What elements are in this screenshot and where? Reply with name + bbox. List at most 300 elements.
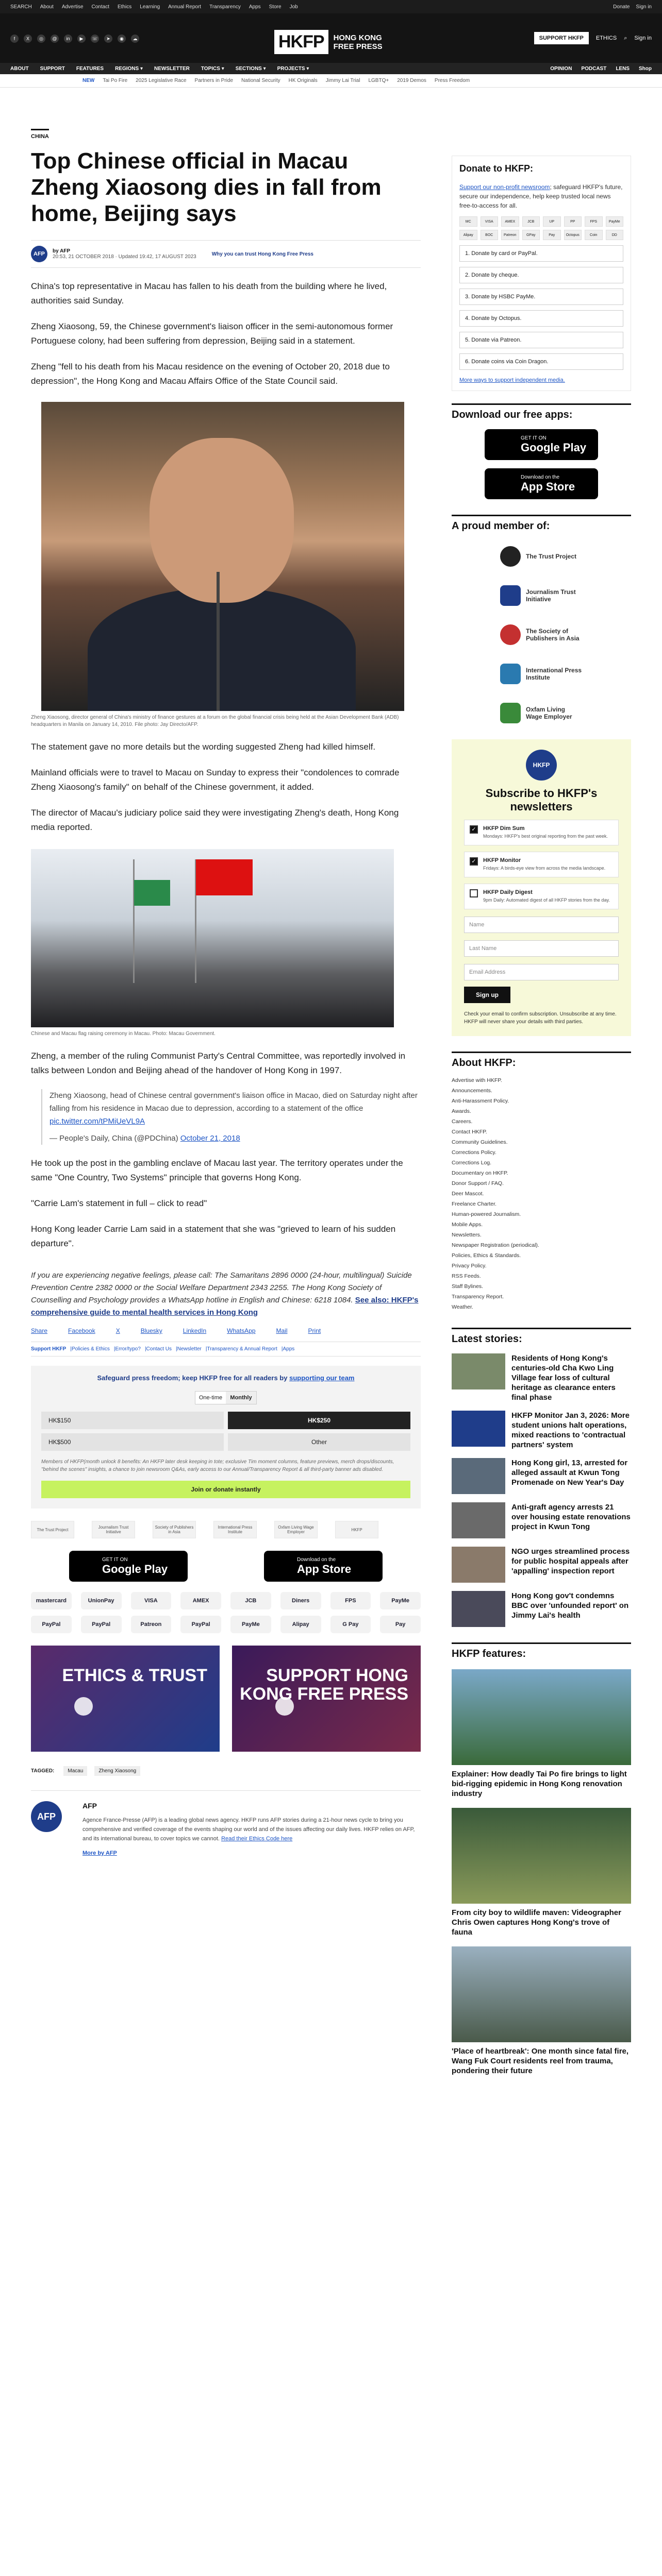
donate-option[interactable]: 5. Donate via Patreon.	[459, 332, 623, 348]
first-name-input[interactable]: Name	[464, 917, 619, 933]
feature-title[interactable]: Explainer: How deadly Tai Po fire brings to light bid-rigging epidemic in Hong Kong renovation industry	[452, 1770, 627, 1798]
linkedin-icon[interactable]: in	[64, 35, 72, 43]
support-hkfp-button[interactable]: SUPPORT HKFP	[534, 32, 589, 44]
card-logo: UP	[543, 216, 561, 227]
google-play-button[interactable]	[69, 1551, 188, 1582]
card-logo: FPS	[585, 216, 603, 227]
jti-icon	[500, 585, 521, 606]
byline-author[interactable]: by AFP	[53, 248, 71, 254]
author-bio-text: Agence France-Presse (AFP) is a leading global news agency. HKFP runs AFP stories during a 21-hour news cycle to bring you comprehensive and verified coverage of the events shaping our world and of the issues affecting our daily lives. HKFP relies on AFP, and its international bureau, to cover topics we cannot.	[82, 1817, 415, 1842]
article-photo-zheng	[41, 402, 404, 711]
article-photo-flags	[31, 849, 394, 1027]
search-icon[interactable]: ⌕	[624, 35, 627, 41]
newsletter-option[interactable]	[464, 820, 619, 845]
about-link[interactable]: Anti-Harassment Policy.	[452, 1098, 509, 1104]
top-utility-bar	[0, 0, 662, 13]
article-paragraph: Mainland officials were to travel to Macau on Sunday to express their "condolences to comrade Zheng Xiaosong's family" on behalf of the Chinese government, it added.	[31, 768, 400, 792]
about-link[interactable]: Announcements.	[452, 1088, 492, 1094]
payment-methods	[31, 1592, 421, 1633]
site-logo[interactable]	[274, 30, 383, 54]
nav-item-newsletter[interactable]: NEWSLETTER	[154, 65, 190, 72]
main-nav	[0, 63, 662, 74]
main-nav-right	[541, 66, 652, 72]
story-title[interactable]: Hong Kong gov't condemns BBC over 'unfounded report' on Jimmy Lai's health	[511, 1591, 629, 1620]
top-link[interactable]: Store	[269, 4, 282, 10]
helpline-note	[31, 1269, 421, 1319]
card-logo: Coin	[585, 230, 603, 240]
donate-heading-text: Safeguard press freedom; keep HKFP free for all readers by	[97, 1374, 290, 1382]
nav-item-regions[interactable]: REGIONS ▾	[115, 65, 143, 72]
facebook-icon[interactable]: f	[10, 35, 19, 43]
email-input[interactable]: Email Address	[464, 964, 619, 980]
feature-title[interactable]: 'Place of heartbreak': One month since fatal fire, Wang Fuk Court residents reel from trauma, pondering their future	[452, 2047, 629, 2075]
checkbox-icon[interactable]	[470, 889, 478, 897]
byline	[31, 240, 421, 268]
about-list	[452, 1075, 631, 1312]
trust-link[interactable]: Why you can trust Hong Kong Free Press	[211, 251, 313, 257]
newsletter-option[interactable]	[464, 852, 619, 877]
signin-button[interactable]: Sign in	[634, 35, 652, 41]
article-category[interactable]: CHINA	[31, 129, 49, 140]
members-title: A proud member of:	[452, 515, 631, 532]
logo-mark: HKFP	[274, 30, 328, 54]
share-whatsapp[interactable]: WhatsApp	[227, 1327, 256, 1334]
member-name: The Society of Publishers in Asia	[526, 628, 580, 642]
sidebar-donate	[452, 156, 631, 391]
app-store-buttons	[31, 1551, 421, 1582]
card-logo: JCB	[522, 216, 540, 227]
payment-logo: PayMe	[230, 1616, 271, 1633]
top-link[interactable]: Learning	[140, 4, 160, 10]
about-link[interactable]: Careers.	[452, 1118, 473, 1125]
option-desc: 9pm Daily: Automated digest of all HKFP stories from the day.	[483, 897, 610, 903]
about-title: About HKFP:	[452, 1052, 631, 1069]
nav-item-podcast[interactable]: PODCAST	[581, 65, 607, 72]
byline-dates: 20:53, 21 OCTOBER 2018 · Updated 19:42, 17 AUGUST 2023	[53, 254, 196, 260]
latest-story[interactable]	[452, 1353, 631, 1402]
about-link[interactable]: Awards.	[452, 1108, 471, 1114]
newsletter-fineprint: Check your email to confirm subscription. Unsubscribe at any time. HKFP will never share your details with third parties.	[464, 1011, 617, 1025]
telegram-icon[interactable]: ➤	[104, 35, 112, 43]
trending-link[interactable]: LGBTQ+	[368, 78, 389, 83]
hkfp-logo-icon: HKFP	[526, 750, 557, 781]
member-logo[interactable]	[500, 698, 583, 728]
about-link[interactable]: Newspaper Registration (periodical).	[452, 1242, 539, 1248]
whatsapp-icon[interactable]: ☏	[91, 35, 99, 43]
story-title[interactable]: HKFP Monitor Jan 3, 2026: More student unions halt operations, mixed reactions to 'contractual partners' system	[511, 1411, 630, 1449]
article	[31, 88, 421, 2076]
article-title: Top Chinese official in Macau Zheng Xiaosong dies in fall from home, Beijing says	[31, 148, 382, 226]
sidebar-latest	[452, 1328, 631, 1627]
photo-caption: Zheng Xiaosong, director general of China's ministry of finance gestures at a forum on the global financial crisis being held at the Asian Development Bank (ADB) headquarters in Manila on January 14, 2010. File photo: Jay Directo/AFP.	[31, 715, 399, 727]
story-thumbnail[interactable]	[452, 1547, 505, 1583]
latest-story[interactable]	[452, 1411, 631, 1450]
badge-logo[interactable]: Society of Publishers in Asia	[153, 1521, 196, 1538]
sidebar-features	[452, 1642, 631, 2076]
about-link[interactable]: Community Guidelines.	[452, 1139, 508, 1145]
story-thumbnail[interactable]	[452, 1591, 505, 1627]
signup-button[interactable]: Sign up	[464, 987, 510, 1003]
top-link[interactable]: Ethics	[117, 4, 132, 10]
feature-story[interactable]	[452, 1946, 631, 2076]
play-icon[interactable]	[74, 1697, 93, 1716]
badge-logo[interactable]: Oxfam Living Wage Employer	[274, 1521, 318, 1538]
latest-story[interactable]	[452, 1547, 631, 1583]
story-thumbnail[interactable]	[452, 1411, 505, 1447]
payment-logo: PayPal	[31, 1616, 72, 1633]
ethics-code-link[interactable]: Read their Ethics Code here	[221, 1836, 293, 1842]
store-small: Download on the	[521, 474, 560, 480]
donate-option[interactable]: 2. Donate by cheque.	[459, 267, 623, 283]
payment-logo: VISA	[131, 1592, 172, 1609]
about-link[interactable]: Corrections Policy.	[452, 1149, 496, 1156]
footer-link[interactable]: Newsletter	[177, 1346, 202, 1352]
story-thumbnail[interactable]	[452, 1458, 505, 1494]
about-link[interactable]: Policies, Ethics & Standards.	[452, 1252, 521, 1259]
top-link[interactable]: Job	[289, 4, 298, 10]
nonprofit-link[interactable]: Support our non-profit newsroom	[459, 183, 550, 191]
donate-option[interactable]: 1. Donate by card or PayPal.	[459, 245, 623, 262]
trending-link[interactable]: 2025 Legislative Race	[136, 78, 187, 83]
youtube-icon[interactable]: ▶	[77, 35, 86, 43]
feature-title[interactable]: From city boy to wildlife maven: Videographer Chris Owen captures Hong Kong's trove of fauna	[452, 1908, 621, 1937]
article-paragraph: China's top representative in Macau has fallen to his death from the building where he lived, authorities said Sunday.	[31, 281, 387, 306]
tab-monthly[interactable]: Monthly	[226, 1392, 256, 1404]
feature-image[interactable]	[452, 1669, 631, 1765]
checkbox-checked-icon[interactable]: ✓	[470, 825, 478, 834]
amount-option[interactable]: HK$500	[41, 1433, 224, 1451]
card-logo: Octopus	[564, 230, 582, 240]
donate-option[interactable]: 3. Donate by HSBC PayMe.	[459, 289, 623, 305]
embedded-tweet	[41, 1089, 421, 1145]
trending-link[interactable]: 2019 Demos	[397, 78, 426, 83]
sidebar-apps	[452, 403, 631, 499]
last-name-input[interactable]: Last Name	[464, 940, 619, 957]
member-name: International Press Institute	[526, 667, 582, 681]
footer-link[interactable]: Support HKFP	[31, 1346, 67, 1352]
sopa-icon	[500, 624, 521, 645]
newsletter-signup	[452, 739, 631, 1036]
card-logo: Alipay	[459, 230, 477, 240]
article-paragraph: The statement gave no more details but the wording suggested Zheng had killed himself.	[31, 742, 376, 752]
member-name: Oxfam Living Wage Employer	[526, 706, 572, 720]
about-link[interactable]: Privacy Policy.	[452, 1263, 487, 1269]
about-link[interactable]: Advertise with HKFP.	[452, 1077, 502, 1083]
membership-benefits: Members of HKFP(month unlock 8 benefits: An HKFP later desk keeping in tote; exclusive Tim moment columns, feature previews, merch drops/discounts, "behind the scenes" insights, a chance to join newsroom Q&As, early access to our Annual/Transparency Report & all third-party banner ads disabled.	[41, 1459, 394, 1472]
about-link[interactable]: Corrections Log.	[452, 1160, 492, 1166]
amount-option-other[interactable]: Other	[228, 1433, 410, 1451]
trending-link[interactable]: Partners in Pride	[194, 78, 234, 83]
footer-link[interactable]: Contact Us	[146, 1346, 172, 1352]
badge-logo[interactable]: Journalism Trust Initiative	[92, 1521, 135, 1538]
payment-logo: PayPal	[180, 1616, 221, 1633]
top-link[interactable]: About	[40, 4, 54, 10]
article-paragraph: Hong Kong leader Carrie Lam said in a statement that she was "grieved to learn of his sudden departure".	[31, 1224, 396, 1248]
card-logo: GPay	[522, 230, 540, 240]
sidebar-about	[452, 1052, 631, 1312]
nav-item-opinion[interactable]: OPINION	[550, 65, 572, 72]
about-link[interactable]: Human-powered Journalism.	[452, 1211, 521, 1217]
ipi-icon	[500, 664, 521, 684]
about-link[interactable]: Weather.	[452, 1304, 473, 1310]
badge-logo[interactable]: International Press Institute	[213, 1521, 257, 1538]
frequency-tabs	[195, 1391, 257, 1404]
share-label: Share	[31, 1327, 48, 1334]
byline-text	[53, 248, 196, 260]
card-logo: Patreon	[501, 230, 519, 240]
feature-image[interactable]	[452, 1946, 631, 2042]
new-badge: NEW	[82, 78, 95, 83]
article-paragraph: Zheng Xiaosong, 59, the Chinese government's liaison officer in the semi-autonomous former Portuguese colony, had been suffering from depression, Beijing said in a statement.	[31, 321, 393, 346]
main-nav-left	[10, 66, 320, 72]
author-body	[82, 1801, 421, 1858]
member-name: Journalism Trust Initiative	[526, 588, 576, 603]
about-link[interactable]: Mobile Apps.	[452, 1222, 483, 1228]
flag-shape	[134, 880, 170, 906]
donate-intro-text: ; safeguard HKFP's future, secure our independence, help keep trusted local news free-to-access for all.	[459, 183, 623, 209]
top-link[interactable]: Annual Report	[168, 4, 202, 10]
option-name: HKFP Daily Digest	[483, 889, 533, 895]
article-paragraph: Zheng, a member of the ruling Communist Party's Central Committee, was reportedly involved in talks between London and Beijing ahead of the handover of Hong Kong in 1997.	[31, 1051, 406, 1075]
member-logo[interactable]	[500, 620, 583, 650]
payment-logo: Pay	[380, 1616, 421, 1633]
payment-logo: UnionPay	[81, 1592, 122, 1609]
trending-link[interactable]: Jimmy Lai Trial	[325, 78, 360, 83]
share-x[interactable]: X	[115, 1327, 120, 1334]
rss-icon[interactable]: ◉	[118, 35, 126, 43]
logo-line: HONG KONG	[333, 33, 382, 42]
top-link[interactable]: Advertise	[61, 4, 84, 10]
tag-link[interactable]: Macau	[63, 1766, 87, 1776]
top-link[interactable]: Transparency	[209, 4, 241, 10]
trust-project-icon	[500, 546, 521, 567]
payment-logo: Patreon	[131, 1616, 172, 1633]
donate-heading	[41, 1374, 410, 1382]
flag-pole	[133, 859, 135, 983]
payment-logo: G Pay	[330, 1616, 371, 1633]
promo-ethics[interactable]	[31, 1646, 220, 1752]
story-title[interactable]: Anti-graft agency arrests 21 over housing estate renovations project in Kwun Tong	[511, 1503, 631, 1531]
about-link[interactable]: Staff Bylines.	[452, 1283, 484, 1290]
store-big: App Store	[521, 480, 575, 493]
share-facebook[interactable]: Facebook	[68, 1327, 95, 1334]
about-link[interactable]: Documentary on HKFP.	[452, 1170, 508, 1176]
member-name: The Trust Project	[526, 553, 577, 560]
card-logo: DD	[606, 230, 624, 240]
store-big: Google Play	[102, 1562, 168, 1575]
card-logo: AMEX	[501, 216, 519, 227]
footer-link[interactable]: Error/typo?	[115, 1346, 141, 1352]
latest-story[interactable]	[452, 1591, 631, 1627]
author-bio	[82, 1816, 421, 1843]
feature-story[interactable]	[452, 1808, 631, 1937]
app-store-button[interactable]	[485, 468, 598, 499]
badge-logo[interactable]: The Trust Project	[31, 1521, 74, 1538]
support-team-link[interactable]: supporting our team	[289, 1374, 355, 1382]
trending-link[interactable]: HK Originals	[288, 78, 318, 83]
share-bar	[31, 1327, 421, 1334]
card-logo: MC	[459, 216, 477, 227]
payment-logo: Diners	[280, 1592, 321, 1609]
tweet-body: Zheng Xiaosong, head of Chinese central government's liaison office in Macao, died on Saturday night after falling from his residence in Macao due to depression, according to a statement of the office	[49, 1091, 418, 1113]
nav-item-sections[interactable]: SECTIONS ▾	[235, 65, 266, 72]
more-by-author-link[interactable]: More by AFP	[82, 1850, 117, 1856]
article-footer-links: Support HKFP | Policies & Ethics | Error/typo? | Contact Us | Newsletter | Transparency & Annual Report | Apps	[31, 1342, 421, 1357]
more-ways-link[interactable]: More ways to support independent media.	[459, 377, 565, 383]
nav-item-shop[interactable]: Shop	[639, 65, 652, 72]
story-thumbnail[interactable]	[452, 1353, 505, 1389]
payment-logo: mastercard	[31, 1592, 72, 1609]
card-logo: PayMe	[606, 216, 624, 227]
store-small: Download on the	[297, 1556, 336, 1563]
social-icons	[10, 33, 144, 43]
signin-link[interactable]: Sign in	[636, 4, 652, 10]
top-link[interactable]: SEARCH	[10, 4, 32, 10]
story-title[interactable]: Hong Kong girl, 13, arrested for alleged assault at Kwun Tong Promenade on New Year's Day	[511, 1459, 628, 1487]
share-bluesky[interactable]: Bluesky	[140, 1327, 162, 1334]
sidebar-donate-intro	[459, 182, 623, 210]
footer-link[interactable]: Apps	[283, 1346, 295, 1352]
donate-link[interactable]: Donate	[613, 4, 630, 10]
threads-icon[interactable]: @	[51, 35, 59, 43]
trending-link[interactable]: Tai Po Fire	[103, 78, 128, 83]
latest-story[interactable]	[452, 1458, 631, 1494]
tweet-link[interactable]: pic.twitter.com/tPMiUeVL9A	[49, 1117, 145, 1126]
logo-line: FREE PRESS	[333, 42, 383, 51]
google-play-button[interactable]	[485, 429, 598, 460]
story-title[interactable]: Residents of Hong Kong's centuries-old Cha Kwo Ling Village fear loss of cultural heritage as clearance enters final phase	[511, 1354, 616, 1402]
bluesky-icon[interactable]: ☁	[131, 35, 139, 43]
promo-support[interactable]	[232, 1646, 421, 1752]
share-print[interactable]: Print	[308, 1327, 321, 1334]
card-logo: BOC	[481, 230, 499, 240]
trending-link[interactable]: Press Freedom	[434, 78, 470, 83]
about-link[interactable]: Transparency Report.	[452, 1294, 504, 1300]
newsletter-option[interactable]	[464, 884, 619, 909]
tweet-attribution	[49, 1132, 421, 1145]
brand-bar	[0, 13, 662, 63]
feature-image[interactable]	[452, 1808, 631, 1904]
sidebar	[452, 88, 631, 2076]
share-mail[interactable]: Mail	[276, 1327, 288, 1334]
content-area	[0, 88, 662, 2076]
promo-title: ETHICS & TRUST	[62, 1666, 207, 1685]
donate-widget	[31, 1366, 421, 1509]
author-avatar[interactable]: AFP	[31, 246, 47, 262]
payment-logo: PayPal	[81, 1616, 122, 1633]
article-paragraph: Zheng "fell to his death from his Macau residence on the evening of October 20, 2018 due to depression", the Hong Kong and Macau Affairs Office of the State Council said.	[31, 362, 390, 386]
payment-logo: JCB	[230, 1592, 271, 1609]
nav-item-lens[interactable]: LENS	[616, 65, 630, 72]
nav-item-support[interactable]: SUPPORT	[40, 65, 65, 72]
about-link[interactable]: RSS Feeds.	[452, 1273, 481, 1279]
tweet-date[interactable]: October 21, 2018	[180, 1134, 240, 1143]
about-link[interactable]: Donor Support / FAQ.	[452, 1180, 504, 1187]
member-logo[interactable]	[500, 541, 583, 571]
store-small: GET IT ON	[521, 435, 547, 441]
apps-title: Download our free apps:	[452, 403, 631, 421]
instagram-icon[interactable]: ◎	[37, 35, 45, 43]
amount-option[interactable]: HK$150	[41, 1412, 224, 1429]
nav-item-features[interactable]: FEATURES	[76, 65, 104, 72]
payment-cards	[459, 216, 623, 240]
story-thumbnail[interactable]	[452, 1502, 505, 1538]
card-logo: VISA	[481, 216, 499, 227]
tags-row	[31, 1766, 421, 1776]
features-title: HKFP features:	[452, 1642, 631, 1660]
top-links	[10, 4, 306, 10]
mental-health-guide-link[interactable]: See also: HKFP's comprehensive guide to mental health services in Hong Kong	[31, 1296, 419, 1317]
share-linkedin[interactable]: LinkedIn	[183, 1327, 207, 1334]
payment-logo: AMEX	[180, 1592, 221, 1609]
join-donate-button[interactable]: Join or donate instantly	[41, 1481, 410, 1498]
logo-wordmark	[334, 33, 383, 51]
story-title[interactable]: NGO urges streamlined process for public hospital appeals after 'appalling' inspection report	[511, 1547, 630, 1575]
photo-mic-shape	[217, 572, 220, 711]
nav-item-about[interactable]: ABOUT	[10, 65, 29, 72]
member-logo[interactable]	[500, 659, 583, 689]
about-link[interactable]: Freelance Charter.	[452, 1201, 496, 1207]
donate-option[interactable]: 6. Donate coins via Coin Dragon.	[459, 353, 623, 370]
amount-options	[41, 1412, 410, 1451]
promo-videos	[31, 1646, 421, 1752]
card-logo: Pay	[543, 230, 561, 240]
payment-logo: Alipay	[280, 1616, 321, 1633]
about-link[interactable]: Deer Mascot.	[452, 1191, 484, 1197]
trending-bar	[0, 74, 662, 88]
app-store-button[interactable]	[264, 1551, 383, 1582]
amount-option-selected[interactable]: HK$250	[228, 1412, 410, 1429]
tab-one-time[interactable]: One-time	[195, 1392, 226, 1404]
badge-logo[interactable]: HKFP	[335, 1521, 378, 1538]
option-desc: Fridays: A birds-eye view from across the media landscape.	[483, 866, 606, 871]
ethics-link[interactable]: ETHICS	[595, 35, 617, 41]
nav-item-topics[interactable]: TOPICS ▾	[201, 65, 224, 72]
article-paragraph-link[interactable]: "Carrie Lam's statement in full – click to read"	[31, 1198, 207, 1208]
top-right-links	[607, 4, 652, 10]
top-link[interactable]: Contact	[91, 4, 109, 10]
nav-item-projects[interactable]: PROJECTS ▾	[277, 65, 309, 72]
author-name[interactable]: AFP	[82, 1802, 97, 1810]
latest-story[interactable]	[452, 1502, 631, 1538]
feature-story[interactable]	[452, 1669, 631, 1799]
photo-face-shape	[150, 438, 294, 603]
article-paragraph: He took up the post in the gambling enclave of Macau last year. The territory operates under the same "One Country, Two Systems" principle that governs Hong Kong.	[31, 1158, 403, 1182]
tag-link[interactable]: Zheng Xiaosong	[94, 1766, 140, 1776]
author-avatar-large[interactable]: AFP	[31, 1801, 62, 1832]
top-link[interactable]: Apps	[249, 4, 261, 10]
store-big: App Store	[297, 1562, 352, 1575]
about-link[interactable]: Contact HKFP.	[452, 1129, 487, 1135]
member-logo[interactable]	[500, 581, 583, 611]
footer-link[interactable]: Transparency & Annual Report	[207, 1346, 277, 1352]
payment-logo: FPS	[330, 1592, 371, 1609]
about-link[interactable]: Newsletters.	[452, 1232, 482, 1238]
x-icon[interactable]: X	[24, 35, 32, 43]
trending-link[interactable]: National Security	[241, 78, 280, 83]
article-paragraph: The director of Macau's judiciary police said they were investigating Zheng's death, Hong Kong media reported.	[31, 808, 399, 832]
tweet-author: — People's Daily, China (@PDChina)	[49, 1134, 178, 1143]
payment-logo: PayMe	[380, 1592, 421, 1609]
tweet-text	[49, 1089, 421, 1128]
tags-label: TAGGED:	[31, 1768, 55, 1774]
store-big: Google Play	[521, 440, 587, 454]
store-small: GET IT ON	[102, 1556, 128, 1563]
donate-option[interactable]: 4. Donate by Octopus.	[459, 310, 623, 327]
footer-link[interactable]: Policies & Ethics	[71, 1346, 110, 1352]
checkbox-checked-icon[interactable]: ✓	[470, 857, 478, 866]
card-logo: PP	[564, 216, 582, 227]
